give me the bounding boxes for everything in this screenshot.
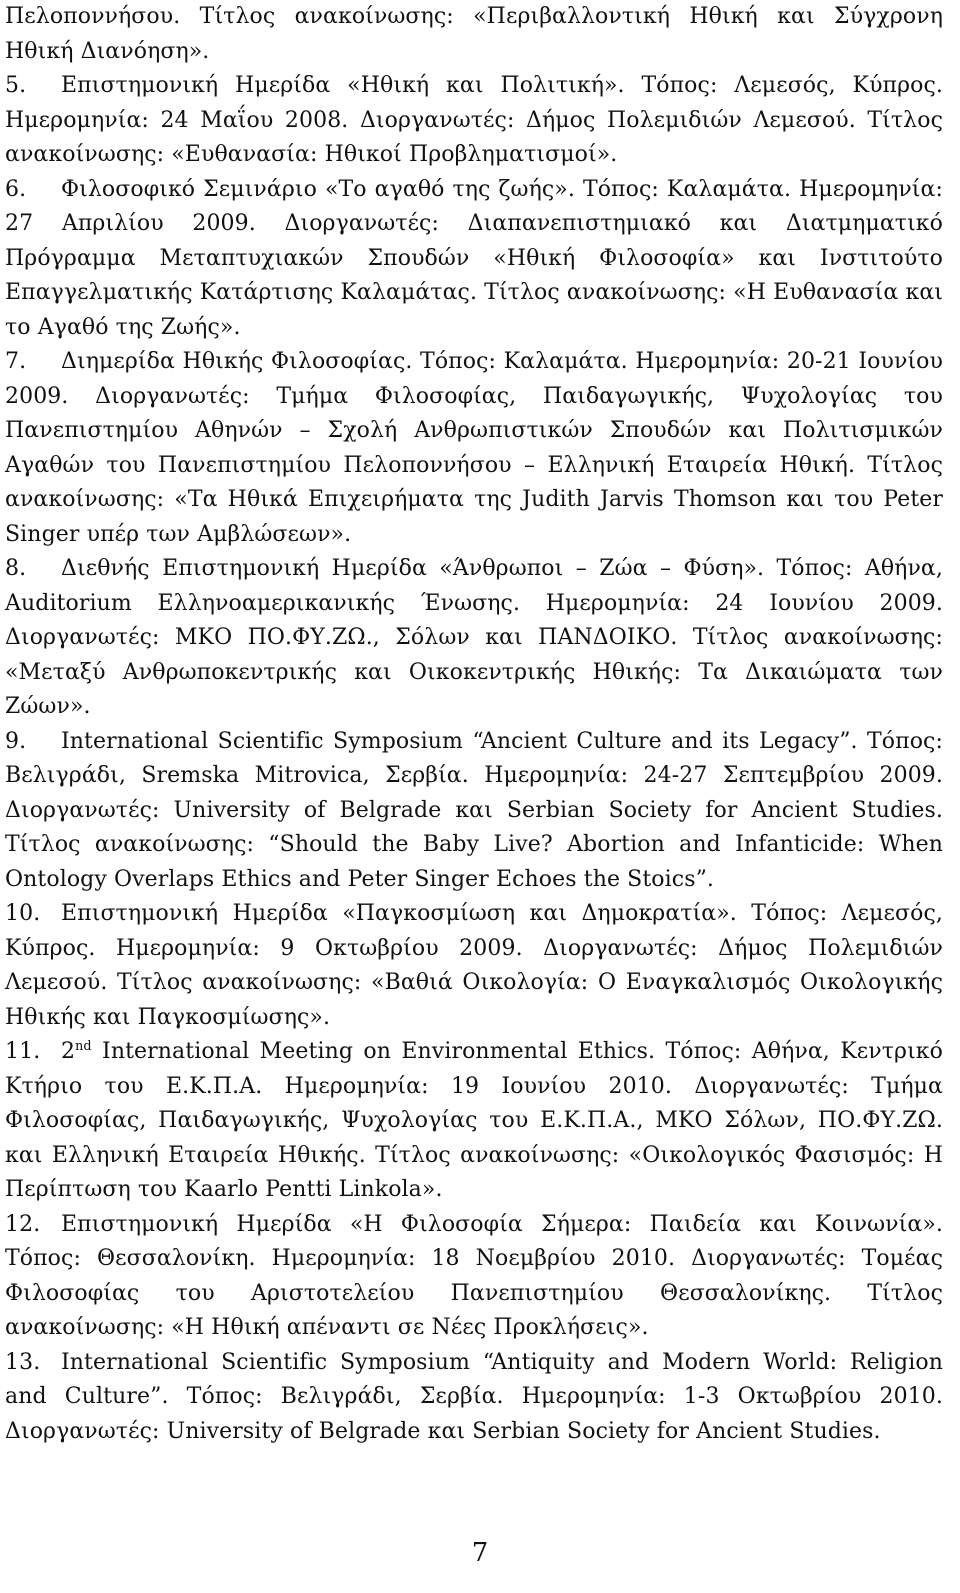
item-text: International Meeting on Environmental Ethics. Τόπος: Αθήνα, Κεντρικό Κτήριο του Ε.Κ.Π.Α. Ημερομηνία: 19 Ιουνίου 2010. Διοργανωτές: Τμήμα Φιλοσοφίας, Παιδαγωγικής, Ψυχολογίας του Ε.Κ.Π.Α., ΜΚΟ Σόλων, ΠΟ.ΦΥ.ΖΩ. και Ελληνική Εταιρεία Ηθικής. Τίτλος ανακοίνωσης: «Οικολογικός Φασισμός: Η Περίπτωση του Kaarlo Pentti Linkola». [5,1039,943,1202]
item-number: 10. [5,901,41,926]
list-item [5,69,943,173]
item-number: 6. [5,176,27,202]
item-ordinal: 2 [61,1039,76,1064]
list-item [5,1346,943,1450]
continuation-paragraph: Πελοποννήσου. Τίτλος ανακοίνωσης: «Περιβαλλοντική Ηθική και Σύγχρονη Ηθική Διανόηση». [5,4,943,64]
item-text: Επιστημονική Ημερίδα «Παγκοσμίωση και Δημοκρατία». Τόπος: Λεμεσός, Κύπρος. Ημερομηνία: 9 Οκτωβρίου 2009. Διοργανωτές: Δήμος Πολεμιδιών Λεμεσού. Τίτλος ανακοίνωσης: «Βαθιά Οικολογία: Ο Εναγκαλισμός Οικολογικής Ηθικής και Παγκοσμίωσης». [5,901,943,1030]
item-number: 11. [5,1039,41,1064]
list-item [5,345,943,552]
list-item [5,725,943,898]
item-number: 8. [5,556,27,581]
item-text: Διεθνής Επιστημονική Ημερίδα «Άνθρωποι – Ζώα – Φύση». Τόπος: Αθήνα, Auditorium Ελληνοαμερικανικής Ένωσης. Ημερομηνία: 24 Ιουνίου 2009. Διοργανωτές: ΜΚΟ ΠΟ.ΦΥ.ΖΩ., Σόλων και ΠΑΝΔΟΙΚΟ. Τίτλος ανακοίνωσης: «Μεταξύ Ανθρωποκεντρικής και Οικοκεντρικής Ηθικής: Τα Δικαιώματα των Ζώων». [5,556,943,719]
item-text: International Scientific Symposium “Antiquity and Modern World: Religion and Culture”. Τόπος: Βελιγράδι, Σερβία. Ημερομηνία: 1-3 Οκτωβρίου 2010. Διοργανωτές: University of Belgrade και Serbian Society for Ancient Studies. [5,1349,943,1444]
list-item [5,897,943,1035]
item-text: International Scientific Symposium “Ancient Culture and its Legacy”. Τόπος: Βελιγράδι, Sremska Mitrovica, Σερβία. Ημερομηνία: 24-27 Σεπτεμβρίου 2009. Διοργανωτές: University of Belgrade και Serbian Society for Ancient Studies. Τίτλος ανακοίνωσης: “Should the Baby Live? Abortion and Infanticide: When Ontology Overlaps Ethics and Peter Singer Echoes the Stoics”. [5,728,943,892]
item-number: 13. [5,1349,41,1375]
ordinal-suffix: nd [75,1039,92,1055]
list-item [5,1208,943,1346]
item-text: Φιλοσοφικό Σεμινάριο «Το αγαθό της ζωής». Τόπος: Καλαμάτα. Ημερομηνία: 27 Απριλίου 2009. Διοργανωτές: Διαπανεπιστημιακό και Διατμηματικό Πρόγραμμα Μεταπτυχιακών Σπουδών «Ηθική Φιλοσοφία» και Ινστιτούτο Επαγγελματικής Κατάρτισης Καλαμάτας. Τίτλος ανακοίνωσης: «Η Ευθανασία και το Αγαθό της Ζωής». [5,176,943,340]
item-number: 12. [5,1211,41,1237]
list-item [5,552,943,725]
item-number: 7. [5,349,27,374]
conference-list [5,0,943,1449]
item-text: Διημερίδα Ηθικής Φιλοσοφίας. Τόπος: Καλαμάτα. Ημερομηνία: 20-21 Ιουνίου 2009. Διοργανωτές: Τμήμα Φιλοσοφίας, Παιδαγωγικής, Ψυχολογίας του Πανεπιστημίου Αθηνών – Σχολή Ανθρωπιστικών Σπουδών και Πολιτισμικών Αγαθών του Πανεπιστημίου Πελοποννήσου – Ελληνική Εταιρεία Ηθική. Τίτλος ανακοίνωσης: «Τα Ηθικά Επιχειρήματα της Judith Jarvis Thomson και του Peter Singer υπέρ των Αμβλώσεων». [5,349,943,547]
list-item [5,173,943,346]
page-number: 7 [471,1538,489,1568]
item-text: Επιστημονική Ημερίδα «Η Φιλοσοφία Σήμερα: Παιδεία και Κοινωνία». Τόπος: Θεσσαλονίκη. Ημερομηνία: 18 Νοεμβρίου 2010. Διοργανωτές: Τομέας Φιλοσοφίας του Αριστοτελείου Πανεπιστημίου Θεσσαλονίκης. Τίτλος ανακοίνωσης: «Η Ηθική απέναντι σε Νέες Προκλήσεις». [5,1211,943,1340]
item-number: 9. [5,728,27,754]
item-text: Επιστημονική Ημερίδα «Ηθική και Πολιτική». Τόπος: Λεμεσός, Κύπρος. Ημερομηνία: 24 Μαΐου 2008. Διοργανωτές: Δήμος Πολεμιδιών Λεμεσού. Τίτλος ανακοίνωσης: «Ευθανασία: Ηθικοί Προβληματισμοί». [5,73,943,167]
list-item [5,1035,943,1208]
item-number: 5. [5,73,27,98]
